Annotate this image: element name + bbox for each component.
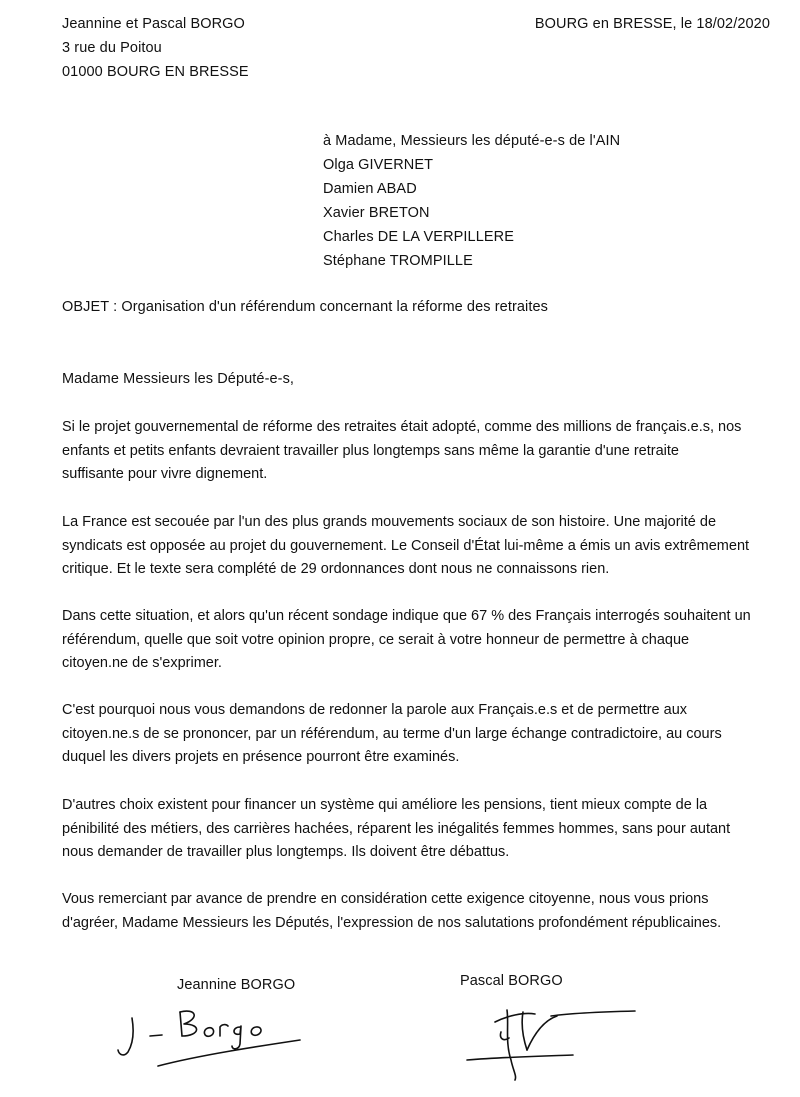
body-line: syndicats est opposée au projet du gouvernement. Le Conseil d'État lui-même a émis un avis extrêmement: [62, 537, 750, 554]
sender-city: 01000 BOURG EN BRESSE: [62, 64, 249, 80]
body-line: Dans cette situation, et alors qu'un récent sondage indique que 67 % des Français interrogés souhaitent un: [62, 608, 751, 624]
place-date: BOURG en BRESSE, le 18/02/2020: [534, 16, 770, 32]
body-line: pénibilité des métiers, des carrières hachées, réparent les inégalités femmes hommes, sans pour autant: [62, 820, 731, 837]
salutation: Madame Messieurs les Député-e-s,: [62, 371, 295, 387]
body-line: La France est secouée par l'un des plus grands mouvements sociaux de son histoire. Une majorité de: [62, 514, 717, 530]
signature-pascal: [465, 1002, 665, 1082]
body-line: critique. Et le texte sera complété de 29 ordonnances dont nous ne connaissons rien.: [62, 561, 610, 577]
recipient-line: Xavier BRETON: [323, 205, 430, 221]
recipient-header: à Madame, Messieurs les député-e-s de l'AIN: [323, 133, 621, 149]
sender-name: Jeannine et Pascal BORGO: [62, 16, 245, 32]
body-line: citoyen.ne.s de se prononcer, par un référendum, au terme d'un large échange contradictoire, au cours: [62, 725, 722, 742]
recipient-line: Charles DE LA VERPILLERE: [323, 229, 514, 245]
body-line: citoyen.ne de s'exprimer.: [62, 655, 222, 671]
body-paragraph: [62, 699, 762, 770]
body-line: suffisante pour vivre dignement.: [62, 466, 268, 482]
body-line: duquel les divers projets en présence pourront être examinés.: [62, 749, 460, 765]
body-line: enfants et petits enfants devraient travailler plus longtemps sans même la garantie d'une retraite: [62, 442, 679, 459]
recipient-line: Damien ABAD: [323, 181, 417, 197]
sender-street: 3 rue du Poitou: [62, 40, 162, 56]
signature-jeannine: [110, 1000, 310, 1070]
body-line: Vous remerciant par avance de prendre en considération cette exigence citoyenne, nous vous prions: [62, 891, 709, 907]
body-paragraph: [62, 605, 762, 676]
signatory-name-pascal: Pascal BORGO: [460, 973, 563, 989]
body-paragraph: [62, 888, 762, 935]
body-paragraph: [62, 511, 762, 582]
body-line: nous demander de travailler plus longtemps. Ils doivent être débattus.: [62, 844, 510, 860]
recipient-line: Stéphane TROMPILLE: [323, 253, 473, 269]
body-paragraph: [62, 416, 762, 487]
signatory-name-jeannine: Jeannine BORGO: [177, 977, 296, 993]
body-line: référendum, quelle que soit votre opinion propre, ce serait à votre honneur de permettre à chaque: [62, 631, 690, 648]
body-paragraph: [62, 794, 762, 865]
recipient-line: Olga GIVERNET: [323, 157, 434, 173]
body-line: Si le projet gouvernemental de réforme des retraites était adopté, comme des millions de français.e.s, nos: [62, 419, 742, 435]
body-line: C'est pourquoi nous vous demandons de redonner la parole aux Français.e.s et de permettre aux: [62, 702, 688, 718]
body-line: D'autres choix existent pour financer un système qui améliore les pensions, tient mieux compte de la: [62, 797, 708, 813]
body-line: d'agréer, Madame Messieurs les Députés, l'expression de nos salutations profondément républicaines.: [62, 914, 722, 931]
subject-line: OBJET : Organisation d'un référendum concernant la réforme des retraites: [62, 299, 549, 315]
